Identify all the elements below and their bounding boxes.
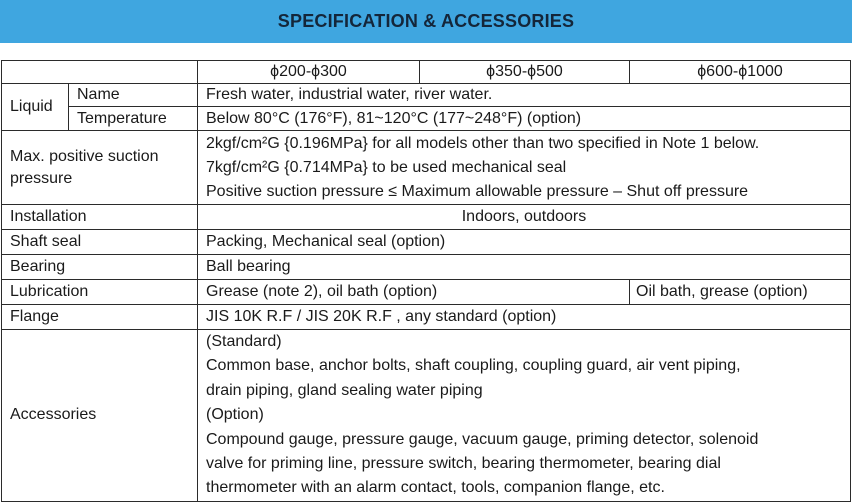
lubrication-row	[2, 280, 851, 305]
flange-row	[2, 305, 851, 330]
shaft-seal-row	[2, 230, 851, 255]
lubrication-value-large: Oil bath, grease (option)	[630, 280, 851, 305]
lubrication-value-small: Grease (note 2), oil bath (option)	[198, 280, 630, 305]
bearing-label: Bearing	[2, 255, 198, 280]
liquid-name-value: Fresh water, industrial water, river water.	[198, 84, 851, 107]
col-header-600-1000: ϕ600-ϕ1000	[630, 61, 851, 84]
accessories-line-3: drain piping, gland sealing water piping	[206, 381, 483, 399]
accessories-line-2: Common base, anchor bolts, shaft coupling, coupling guard, air vent piping,	[206, 357, 741, 375]
header-blank-cell	[2, 61, 198, 84]
liquid-name-row	[2, 84, 851, 107]
suction-line-3: Positive suction pressure ≤ Maximum allowable pressure – Shut off pressure	[206, 182, 749, 200]
shaft-seal-value: Packing, Mechanical seal (option)	[198, 230, 851, 255]
flange-label: Flange	[2, 305, 198, 330]
accessories-line-1: (Standard)	[206, 333, 282, 350]
accessories-line-7: thermometer with an alarm contact, tools, companion flange, etc.	[206, 479, 665, 497]
installation-row	[2, 205, 851, 230]
suction-line-2: 7kgf/cm²G {0.714MPa} to be used mechanical seal	[206, 158, 567, 176]
header-row	[2, 61, 851, 84]
accessories-line-5: Compound gauge, pressure gauge, vacuum gauge, priming detector, solenoid	[206, 430, 759, 448]
accessories-line-6: valve for priming line, pressure switch, bearing thermometer, bearing dial	[206, 455, 721, 473]
page-title: SPECIFICATION & ACCESSORIES	[277, 11, 575, 31]
liquid-label: Liquid	[2, 84, 69, 131]
lubrication-label: Lubrication	[2, 280, 198, 305]
col-header-350-500: ϕ350-ϕ500	[420, 61, 630, 84]
installation-value: Indoors, outdoors	[198, 205, 851, 230]
suction-row	[2, 131, 851, 205]
accessories-value	[198, 330, 851, 502]
suction-value	[198, 131, 851, 205]
suction-line-1: 2kgf/cm²G {0.196MPa} for all models other than two specified in Note 1 below.	[206, 134, 760, 152]
installation-label: Installation	[2, 205, 198, 230]
col-header-200-300: ϕ200-ϕ300	[198, 61, 420, 84]
accessories-label: Accessories	[2, 330, 198, 502]
liquid-temperature-row	[2, 107, 851, 131]
temperature-text: Below 80°C (176°F), 81~120°C (177~248°F) (option)	[206, 109, 582, 127]
accessories-line-4: (Option)	[206, 406, 264, 424]
suction-label: Max. positive suction pressure	[2, 131, 198, 205]
bearing-row	[2, 255, 851, 280]
liquid-temperature-label: Temperature	[69, 107, 198, 131]
title-banner	[0, 0, 852, 43]
accessories-row	[2, 330, 851, 502]
shaft-seal-label: Shaft seal	[2, 230, 198, 255]
spec-table	[1, 60, 851, 502]
liquid-name-label: Name	[69, 84, 198, 107]
liquid-temperature-value	[198, 107, 851, 131]
bearing-value: Ball bearing	[198, 255, 851, 280]
flange-value: JIS 10K R.F / JIS 20K R.F , any standard (option)	[198, 305, 851, 330]
